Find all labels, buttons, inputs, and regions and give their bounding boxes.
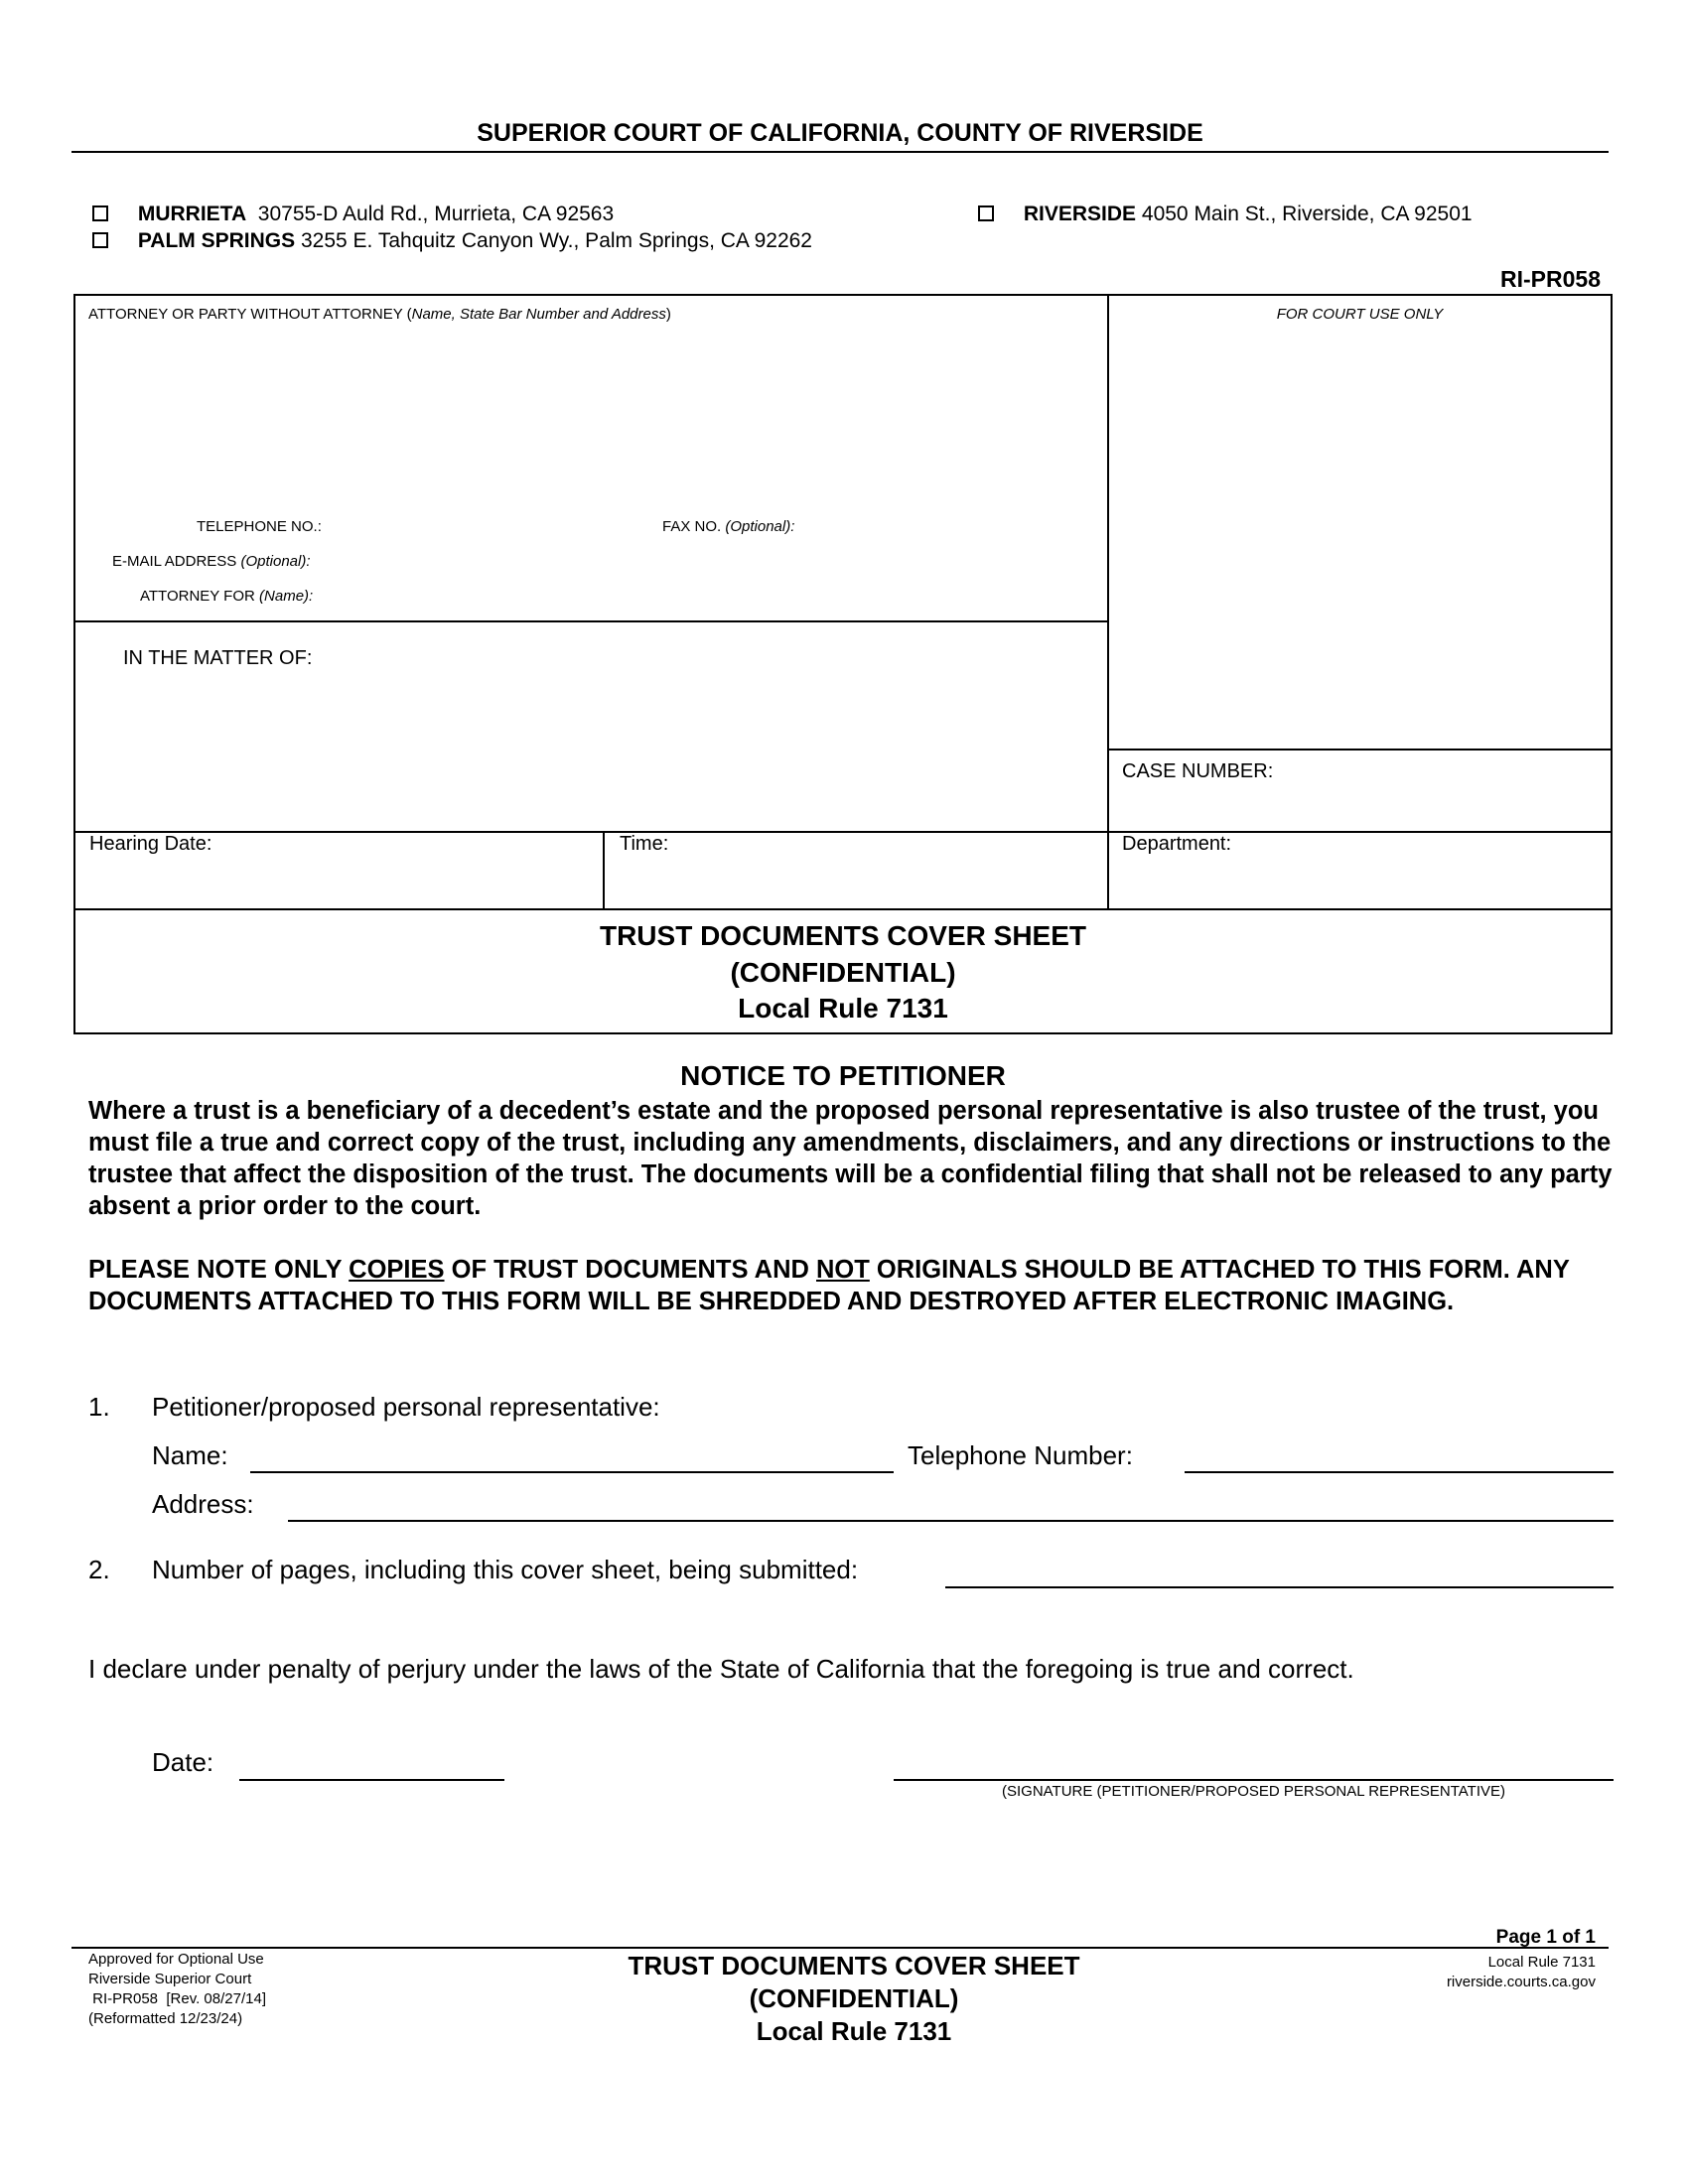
court-title: SUPERIOR COURT OF CALIFORNIA, COUNTY OF RIVERSIDE [477,119,1203,147]
form-code: RI-PR058 [1500,266,1601,292]
location-address: 4050 Main St., Riverside, CA 92501 [1141,203,1473,225]
location-name: RIVERSIDE [1023,203,1137,225]
hearing-time-divider [603,831,605,909]
location-palm-springs [92,229,812,253]
date-label: Date: [152,1747,214,1777]
hearing-date-label: Hearing Date: [89,833,212,855]
hearing-row-top [73,831,1613,833]
footer-page-info [1447,1926,1596,1992]
form-title-line1: TRUST DOCUMENTS COVER SHEET [599,920,1087,951]
notice-paragraph: Where a trust is a beneficiary of a decedent’s estate and the proposed personal representative is also trustee of the trust, you must file a true and correct copy of the trust, including any amendments, disclaimers, and any directions or instructions to the trustee that affect the disposition of the trust. The documents will be a confidential filing that shall not be released to any party absent a prior order to the court. [88,1097,1613,1220]
telephone-label: TELEPHONE NO.: [197,518,322,535]
hearing-row-bottom [73,908,1613,910]
time-label: Time: [620,833,669,855]
name-input-line[interactable] [250,1471,894,1473]
footer-divider [71,1947,1609,1949]
location-riverside [978,203,1473,226]
location-murrieta [92,203,614,226]
item1-label: Petitioner/proposed personal representative: [152,1392,660,1422]
address-input-line[interactable] [288,1520,1614,1522]
telephone-number-label: Telephone Number: [908,1440,1133,1470]
court-use-divider [1107,749,1613,751]
attorney-label: ATTORNEY OR PARTY WITHOUT ATTORNEY (Name, State Bar Number and Address) [88,306,671,323]
caption-right-divider [1107,294,1109,909]
notice-heading: NOTICE TO PETITIONER [680,1060,1006,1091]
riverside-checkbox[interactable] [978,205,994,221]
location-name: MURRIETA [137,203,247,225]
email-label: E-MAIL ADDRESS (Optional): [112,553,311,570]
attorney-divider [73,620,1108,622]
footer-website: riverside.courts.ca.gov [1446,1974,1596,1990]
department-label: Department: [1122,833,1232,855]
notice-warning: PLEASE NOTE ONLY COPIES OF TRUST DOCUMENTS AND NOT ORIGINALS SHOULD BE ATTACHED TO THIS FORM. ANY DOCUMENTS ATTACHED TO THIS FORM WILL BE SHREDDED AND DESTROYED AFTER ELECTRONIC IMAGING. [88,1256,1570,1315]
telephone-input-line[interactable] [1185,1471,1614,1473]
location-address: 3255 E. Tahquitz Canyon Wy., Palm Springs, CA 92262 [300,229,812,252]
court-use-label: FOR COURT USE ONLY [1276,306,1444,323]
footer-rule: Local Rule 7131 [1487,1954,1596,1971]
title-divider [71,151,1609,153]
signature-line[interactable] [894,1779,1614,1781]
item1-number: 1. [88,1392,110,1422]
location-name: PALM SPRINGS [137,229,296,252]
page-number: Page 1 of 1 [1495,1927,1596,1948]
signature-caption: (SIGNATURE (PETITIONER/PROPOSED PERSONAL REPRESENTATIVE) [1001,1783,1506,1800]
palm-springs-checkbox[interactable] [92,232,108,248]
form-title-line3: Local Rule 7131 [738,993,948,1024]
form-title-line2: (CONFIDENTIAL) [730,957,956,988]
attorney-for-label: ATTORNEY FOR (Name): [140,588,314,605]
item2-label: Number of pages, including this cover sheet, being submitted: [152,1555,859,1584]
item2-number: 2. [88,1555,110,1584]
date-input-line[interactable] [239,1779,504,1781]
matter-label: IN THE MATTER OF: [123,647,313,669]
murrieta-checkbox[interactable] [92,205,108,221]
footer-title: TRUST DOCUMENTS COVER SHEET (CONFIDENTIAL) Local Rule 7131 [628,1951,1080,2046]
declaration-text: I declare under penalty of perjury under the laws of the State of California that the foregoing is true and correct. [88,1654,1354,1684]
footer-approval: Approved for Optional Use Riverside Superior Court RI-PR058 [Rev. 08/27/14] (Reformatted 12/23/24) [88,1951,266,2027]
location-address: 30755-D Auld Rd., Murrieta, CA 92563 [257,203,615,225]
fax-label: FAX NO. (Optional): [662,518,795,535]
address-label: Address: [152,1489,254,1519]
name-label: Name: [152,1440,228,1470]
case-number-label: CASE NUMBER: [1122,760,1274,782]
pages-input-line[interactable] [945,1586,1614,1588]
